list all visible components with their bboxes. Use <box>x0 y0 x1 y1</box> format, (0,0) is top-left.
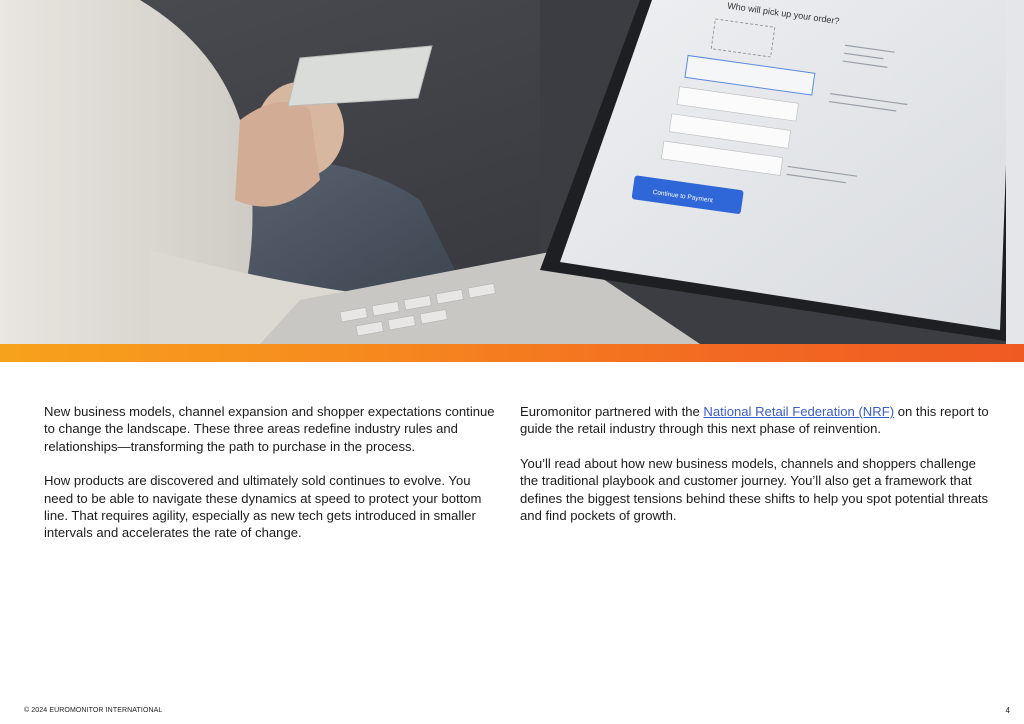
hero-image <box>0 0 1024 344</box>
page-number: 4 <box>1005 706 1010 715</box>
right-paragraph-1 <box>520 403 990 438</box>
screen-button: Continue to Payment <box>652 188 714 205</box>
right-paragraph-1-rest: on this report to guide the retail industry through this next phase of reinvention. <box>520 404 989 437</box>
hero-illustration <box>0 0 1024 344</box>
accent-bar <box>0 344 1024 362</box>
right-paragraph-1-lead: Euromonitor partnered with the <box>520 404 704 419</box>
copyright: © 2024 EUROMONITOR INTERNATIONAL <box>24 707 163 714</box>
left-column <box>44 403 502 559</box>
right-paragraph-2: You’ll read about how new business models, channels and shoppers challenge the traditional playbook and customer journey. You’ll also get a framework that defines the biggest tensions behind these shifts to help you spot potential threats and find pockets of growth. <box>520 455 989 524</box>
right-column <box>520 403 990 541</box>
left-paragraph-2: How products are discovered and ultimately sold continues to evolve. You need to be able to navigate these dynamics at speed to protect your bottom line. That requires agility, especially as new tech gets introduced in smaller intervals and accelerates the rate of change. <box>44 473 482 541</box>
left-paragraph-1: New business models, channel expansion and shopper expectations continue to change the landscape. These three areas redefine industry rules and relationships—transforming the path to purchase in the process. <box>44 404 495 454</box>
screen-heading: Who will pick up your order? <box>726 0 841 27</box>
nrf-link[interactable]: National Retail Federation (NRF) <box>703 404 895 419</box>
